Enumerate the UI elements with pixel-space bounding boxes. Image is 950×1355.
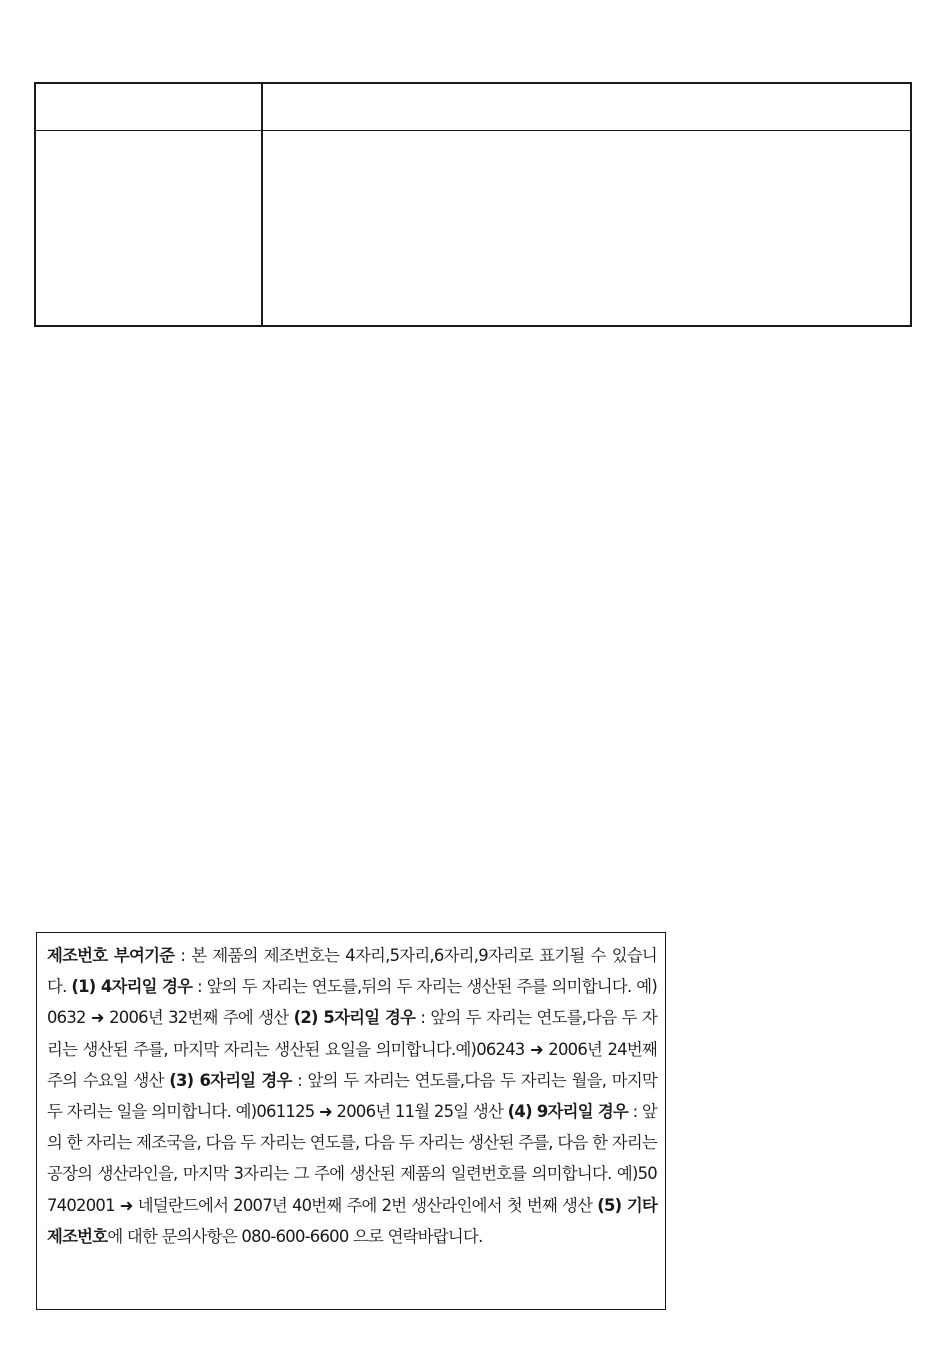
notice-heading: 제조번호 부여기준 bbox=[47, 946, 175, 965]
table-header-divider bbox=[36, 130, 910, 131]
case-1-label: (1) 4자리일 경우 bbox=[71, 977, 193, 997]
serial-number-notice bbox=[36, 932, 666, 1310]
case-2-label: (2) 5자리일 경우 bbox=[293, 1008, 416, 1028]
notice-paragraph bbox=[47, 940, 657, 1252]
case-3-label: (3) 6자리일 경우 bbox=[169, 1070, 292, 1090]
table-column-divider bbox=[261, 84, 263, 325]
case-5-label: (5) 기타제조번호 bbox=[47, 1195, 657, 1246]
notice-intro: : 본 제품의 제조번호는 4자리,5자리,6자리,9자리로 표기될 수 있습니다. bbox=[47, 946, 657, 997]
case-1-text: : 앞의 두 자리는 연도를,뒤의 두 자리는 생산된 주를 의미합니다. 예) 0632 ➜ 2006년 32번째 주에 생산 bbox=[47, 977, 657, 1028]
case-3-text: : 앞의 두 자리는 연도를,다음 두 자리는 월을, 마지막 두 자리는 일을 의미합니다. 예)061125 ➜ 2006년 11월 25일 생산 bbox=[47, 1070, 657, 1122]
case-5-text: 에 대한 문의사항은 080-600-6600 으로 연락바랍니다. bbox=[107, 1226, 483, 1246]
case-2-text: : 앞의 두 자리는 연도를,다음 두 자리는 생산된 주를, 마지막 자리는 생산된 요일을 의미합니다.예)06243 ➜ 2006년 24번째 주의 수요일 생산 bbox=[47, 1008, 657, 1090]
case-4-text: : 앞의 한 자리는 제조국을, 다음 두 자리는 연도를, 다음 두 자리는 생산된 주를, 다음 한 자리는 공장의 생산라인을, 마지막 3자리는 그 주에 생산된 제품의 일련번호를 의미합니다. 예)507402001 ➜ 네덜란드에서 2007년 40번째 주에 2번 생산라인에서 첫 번째 생산 bbox=[47, 1102, 658, 1215]
case-4-label: (4) 9자리일 경우 bbox=[507, 1102, 629, 1122]
empty-table bbox=[34, 82, 912, 327]
